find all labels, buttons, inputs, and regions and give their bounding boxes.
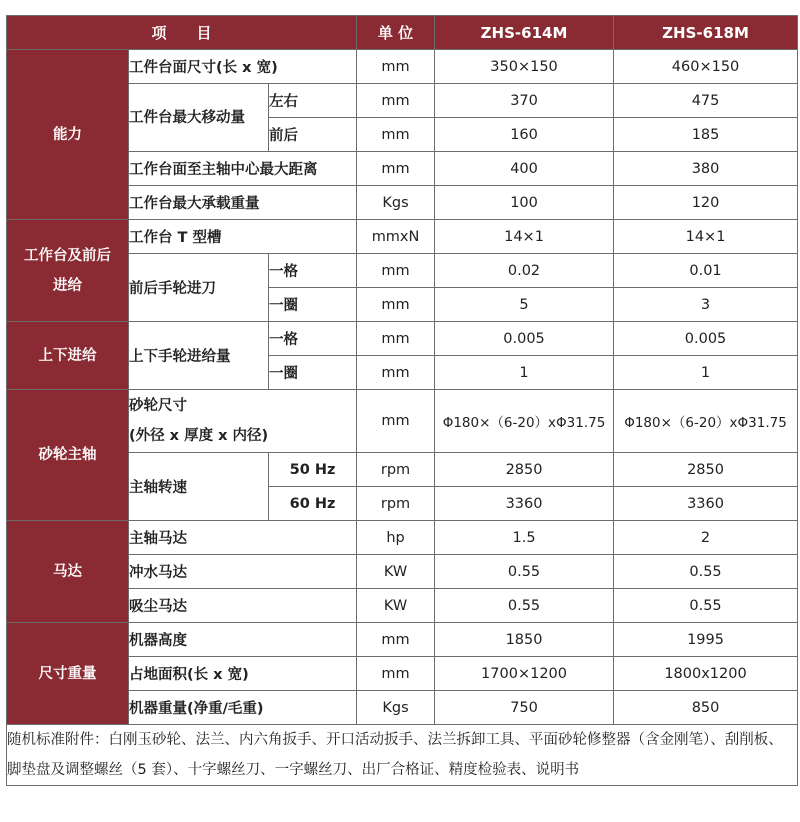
row-sub: 一格 bbox=[269, 254, 357, 288]
header-model-b: ZHS-618M bbox=[614, 16, 798, 50]
table-row bbox=[7, 50, 798, 84]
row-sub: 左右 bbox=[269, 84, 357, 118]
row-value-b: 3 bbox=[614, 288, 798, 322]
row-value-a: 160 bbox=[435, 118, 614, 152]
row-value-a: 3360 bbox=[435, 487, 614, 521]
header-unit: 单 位 bbox=[357, 16, 435, 50]
row-value-b: Φ180×（6-20）xΦ31.75 bbox=[614, 390, 798, 453]
row-unit: mm bbox=[357, 322, 435, 356]
row-sub: 50 Hz bbox=[269, 453, 357, 487]
row-item: 工作台面至主轴中心最大距离 bbox=[129, 152, 357, 186]
row-sub: 60 Hz bbox=[269, 487, 357, 521]
category-table-feed bbox=[7, 220, 129, 322]
row-unit: mm bbox=[357, 623, 435, 657]
row-value-a: 1700×1200 bbox=[435, 657, 614, 691]
notes-row bbox=[7, 725, 798, 786]
row-item: 工作台最大承载重量 bbox=[129, 186, 357, 220]
row-unit: mm bbox=[357, 84, 435, 118]
row-sub: 一圈 bbox=[269, 356, 357, 390]
category-line: 进给 bbox=[53, 277, 82, 294]
row-value-b: 3360 bbox=[614, 487, 798, 521]
row-item-line: 砂轮尺寸 bbox=[129, 398, 187, 414]
row-item: 前后手轮进刀 bbox=[129, 254, 269, 322]
row-value-b: 2850 bbox=[614, 453, 798, 487]
row-value-a: 350×150 bbox=[435, 50, 614, 84]
row-value-b: 1995 bbox=[614, 623, 798, 657]
row-value-a: 2850 bbox=[435, 453, 614, 487]
row-value-a: 5 bbox=[435, 288, 614, 322]
row-value-a: 370 bbox=[435, 84, 614, 118]
table-row bbox=[7, 322, 798, 356]
row-value-b: 2 bbox=[614, 521, 798, 555]
row-unit: KW bbox=[357, 589, 435, 623]
row-value-b: 1800x1200 bbox=[614, 657, 798, 691]
row-item: 主轴转速 bbox=[129, 453, 269, 521]
row-value-a: 1.5 bbox=[435, 521, 614, 555]
row-value-b: 185 bbox=[614, 118, 798, 152]
category-vertical-feed: 上下进给 bbox=[7, 322, 129, 390]
row-item: 冲水马达 bbox=[129, 555, 357, 589]
row-item: 占地面积(长 x 宽) bbox=[129, 657, 357, 691]
row-value-b: 475 bbox=[614, 84, 798, 118]
row-value-b: 0.01 bbox=[614, 254, 798, 288]
row-sub: 一格 bbox=[269, 322, 357, 356]
row-unit: mm bbox=[357, 118, 435, 152]
row-value-a: 1 bbox=[435, 356, 614, 390]
table-row bbox=[7, 220, 798, 254]
row-sub: 前后 bbox=[269, 118, 357, 152]
row-value-a: Φ180×（6-20）xΦ31.75 bbox=[435, 390, 614, 453]
row-value-a: 750 bbox=[435, 691, 614, 725]
header-model-a: ZHS-614M bbox=[435, 16, 614, 50]
category-spindle: 砂轮主轴 bbox=[7, 390, 129, 521]
row-value-a: 0.005 bbox=[435, 322, 614, 356]
spec-table-container bbox=[6, 15, 798, 786]
row-unit: mm bbox=[357, 390, 435, 453]
row-unit: mm bbox=[357, 152, 435, 186]
row-item: 工作台 T 型槽 bbox=[129, 220, 357, 254]
row-item: 机器重量(净重/毛重) bbox=[129, 691, 357, 725]
row-value-b: 0.55 bbox=[614, 589, 798, 623]
row-value-a: 0.02 bbox=[435, 254, 614, 288]
header-row bbox=[7, 16, 798, 50]
row-value-a: 100 bbox=[435, 186, 614, 220]
row-value-b: 1 bbox=[614, 356, 798, 390]
row-unit: rpm bbox=[357, 453, 435, 487]
row-unit: mm bbox=[357, 254, 435, 288]
category-capacity: 能力 bbox=[7, 50, 129, 220]
row-value-b: 120 bbox=[614, 186, 798, 220]
row-item-line: (外径 x 厚度 x 内径) bbox=[129, 428, 269, 444]
row-item: 机器高度 bbox=[129, 623, 357, 657]
row-item: 主轴马达 bbox=[129, 521, 357, 555]
row-item: 上下手轮进给量 bbox=[129, 322, 269, 390]
row-value-b: 380 bbox=[614, 152, 798, 186]
row-item: 工件台最大移动量 bbox=[129, 84, 269, 152]
row-value-a: 0.55 bbox=[435, 555, 614, 589]
category-motor: 马达 bbox=[7, 521, 129, 623]
row-value-b: 0.005 bbox=[614, 322, 798, 356]
category-line: 工作台及前后 bbox=[24, 247, 111, 264]
row-value-b: 460×150 bbox=[614, 50, 798, 84]
row-value-a: 14×1 bbox=[435, 220, 614, 254]
table-row bbox=[7, 521, 798, 555]
category-dimensions: 尺寸重量 bbox=[7, 623, 129, 725]
row-unit: hp bbox=[357, 521, 435, 555]
row-unit: mm bbox=[357, 50, 435, 84]
row-value-a: 0.55 bbox=[435, 589, 614, 623]
table-row bbox=[7, 623, 798, 657]
row-item: 吸尘马达 bbox=[129, 589, 357, 623]
row-unit: Kgs bbox=[357, 186, 435, 220]
row-unit: Kgs bbox=[357, 691, 435, 725]
row-item bbox=[129, 390, 357, 453]
row-value-b: 14×1 bbox=[614, 220, 798, 254]
table-row bbox=[7, 390, 798, 453]
row-value-b: 850 bbox=[614, 691, 798, 725]
accessories-notes: 随机标准附件：白刚玉砂轮、法兰、内六角扳手、开口活动扳手、法兰拆卸工具、平面砂轮修整器（含金刚笔）、刮削板、脚垫盘及调整螺丝（5 套）、十字螺丝刀、一字螺丝刀、出厂合格证、精度检验表、说明书 bbox=[7, 725, 798, 786]
row-value-b: 0.55 bbox=[614, 555, 798, 589]
row-unit: KW bbox=[357, 555, 435, 589]
row-unit: mm bbox=[357, 356, 435, 390]
row-item: 工件台面尺寸(长 x 宽) bbox=[129, 50, 357, 84]
row-sub: 一圈 bbox=[269, 288, 357, 322]
row-unit: mm bbox=[357, 288, 435, 322]
row-unit: rpm bbox=[357, 487, 435, 521]
header-item: 项 目 bbox=[7, 16, 357, 50]
row-unit: mmxN bbox=[357, 220, 435, 254]
spec-table bbox=[6, 15, 798, 786]
row-value-a: 1850 bbox=[435, 623, 614, 657]
row-value-a: 400 bbox=[435, 152, 614, 186]
row-unit: mm bbox=[357, 657, 435, 691]
